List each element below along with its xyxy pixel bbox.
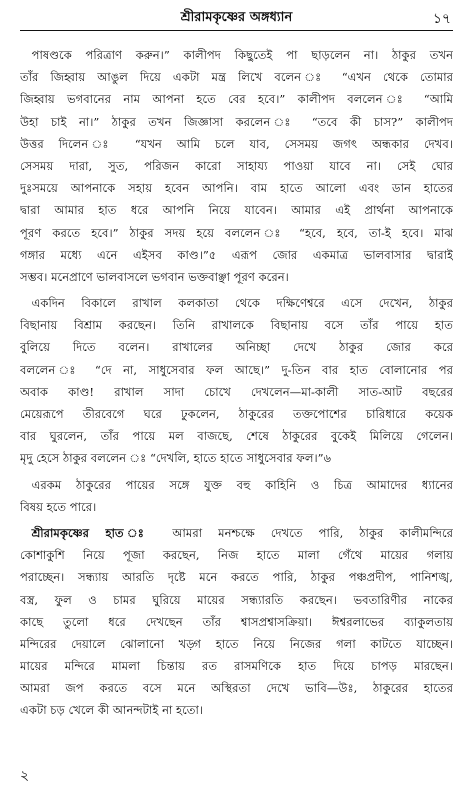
text-line: সম্ভব। মনেপ্রাণে ভালবাসলে ভগবান ভক্তবাঞ্ছা পূরণ করেন। <box>20 269 289 284</box>
text-line: মেয়েরূপে তীরবেগে ঘরে ঢুকলেন, ঠাকুরের তক্তপোশের চারিধারে কয়েক <box>20 407 453 421</box>
text-line: বুলিয়ে দিতে বলেন। রাখালের অনিচ্ছা দেখে ঠাকুর জোর করে <box>20 340 453 355</box>
text-line: বার ঘুরলেন, তাঁর পায়ে মল বাজছে, শেষে ঠাকুরের বুকেই মিলিয়ে গেলেন। <box>20 429 453 444</box>
signature-folio: ২ <box>20 768 30 784</box>
text-line: পরাচ্ছেন। সন্ধ্যায় আরতি দৃষ্টে মনে করতে পারি, ঠাকুর পঞ্চপ্রদীপ, পানিশঙ্খ, <box>20 570 453 585</box>
text-line: পাষণ্ডকে পরিত্রাণ করুন।” কালীপদ কিছুতেই পা ছাড়লেন না। ঠাকুর তখন <box>31 48 453 62</box>
text-line: বস্ত্র, ফুল ও চামর ঘুরিয়ে মায়ের সন্ধ্যারতি করছেন। ভবতারিণীর নাকের <box>20 592 453 607</box>
text-line: অবাক কাণ্ড! রাখাল সাদা চোখে দেখলেন—মা-কালী সাত-আট বছরের <box>20 384 453 399</box>
text-line: কোশাকুশি নিয়ে পূজা করছেন, নিজ হাতে মালা গেঁথে মায়ের গলায় <box>20 548 453 563</box>
text-line: সেসময় দারা, সুত, পরিজন কারো সাহায্য পাওয়া যাবে না। সেই ঘোর <box>20 158 453 173</box>
text-line: মন্দিরের দেয়ালে ঝোলানো খড়্গ হাতে নিয়ে নিজের গলা কাটতে যাচ্ছেন। <box>20 636 453 651</box>
text-line: একদিন বিকালে রাখাল কলকাতা থেকে দক্ষিণেশ্বরে এসে দেখেন, ঠাকুর <box>31 296 453 311</box>
body-text <box>20 44 453 722</box>
section-heading: শ্রীরামকৃষ্ণের হাত ঃ <box>31 525 157 540</box>
text-line: জিহ্বায় ভগবানের নাম আপনা হতে বের হবে।” কালীপদ বললেন ঃ “আমি <box>20 92 453 107</box>
text-line: গঙ্গার মধ্যে এনে এইসব কাণ্ড।”৫ এরূপ জোর একমাত্র ভালবাসার দ্বারাই <box>20 247 453 262</box>
text-line: বিছানায় বিশ্রাম করছেন। তিনি রাখালকে বিছানায় বসে তাঁর পায়ে হাত <box>20 318 453 333</box>
text-line: পূরণ করতে হবে।” ঠাকুর সদয় হয়ে বললেন ঃ “হবে, হবে, তা-ই হবে। মাঝ <box>20 225 453 240</box>
paragraph <box>20 292 453 470</box>
text-line: শ্রীরামকৃষ্ণের হাত ঃ আমরা মনশ্চক্ষে দেখতে পারি, ঠাকুর কালীমন্দিরে <box>31 525 453 540</box>
text-line: বিষয় হতে পারে। <box>20 499 97 514</box>
text-line: দুঃসময়ে আপনাকে সহায় হবেন আপনি। বাম হাতে আলো এবং ডান হাতের <box>20 181 453 196</box>
paragraph <box>20 474 453 518</box>
text-line: উহা চাই না।” ঠাকুর তখন জিজ্ঞাসা করলেন ঃ “তবে কী চাস?” কালীপদ <box>20 114 453 129</box>
paragraph <box>20 522 453 722</box>
page-number: ১৭ <box>432 11 451 27</box>
header-divider <box>20 30 453 31</box>
text-line: উত্তর দিলেন ঃ “যখন আমি চলে যাব, সেসময় জগৎ অন্ধকার দেখব। <box>20 136 453 151</box>
paragraph <box>20 44 453 288</box>
text-line: দ্বারা আমার হাত ধরে আপনি নিয়ে যাবেন। আমার এই প্রার্থনা আপনাকে <box>20 203 453 218</box>
text-line: বললেন ঃ “দে না, সাধুসেবার ফল আছে।” দু-তিন বার হাত বোলানোর পর <box>20 362 453 377</box>
text-line: একটা চড় খেলে কী আনন্দটাই না হতো। <box>20 703 203 718</box>
text-line: মায়ের মন্দিরে মামলা চিন্তায় রত রাসমণিকে হাত দিয়ে চাপড় মারছেন। <box>20 659 453 674</box>
text-line: তাঁর জিহ্বায় আঙুল দিয়ে একটা মন্ত্র লিখে বলেন ঃ “এখন থেকে তোমার <box>20 70 453 85</box>
running-header-title: শ্রীরামকৃষ্ণের অঙ্গধ্যান <box>180 10 293 25</box>
text-line: এরকম ঠাকুরের পায়ের সঙ্গে যুক্ত বহু কাহিনি ও চিত্র আমাদের ধ্যানের <box>31 477 453 492</box>
text-line: কাছে তুলো ধরে দেখছেন তাঁর শ্বাসপ্রশ্বাসক্রিয়া। ঈশ্বরলাভের ব্যাকুলতায় <box>20 614 453 629</box>
text-line: আমরা জপ করতে বসে মনে অস্থিরতা দেখে ভাবি—উঃ, ঠাকুরের হাতের <box>20 681 453 696</box>
text-line: মৃদু হেসে ঠাকুর বললেন ঃ “দেখলি, হাতে হাতে সাধুসেবার ফল।”৬ <box>20 451 332 466</box>
